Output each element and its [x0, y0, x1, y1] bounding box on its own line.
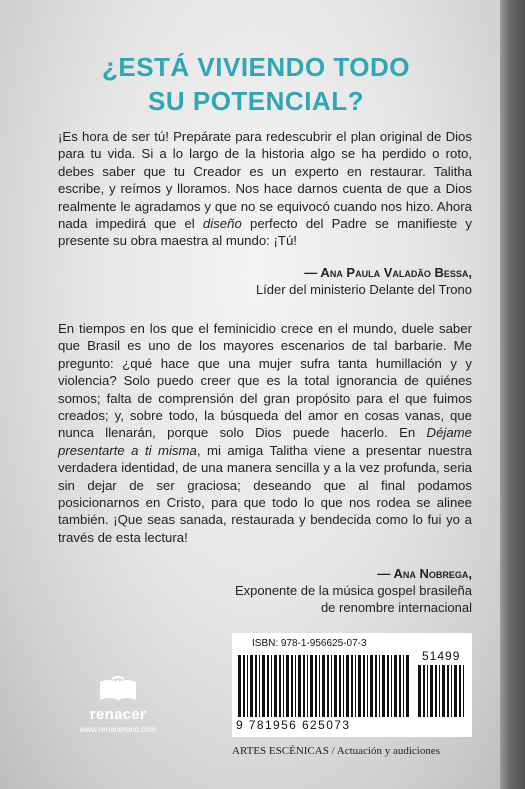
barcode-bar — [291, 655, 293, 717]
barcode-bar — [394, 655, 397, 717]
endorsement-2-role-line-2: de renombre internacional — [320, 600, 472, 615]
barcode-bar — [331, 655, 332, 717]
endorsement-2-attribution — [235, 565, 472, 616]
publisher-url: www.renaceruno.com — [79, 725, 157, 734]
endorsement-2-text — [58, 320, 472, 546]
barcode-bar — [303, 655, 305, 717]
barcode-bar — [267, 655, 269, 717]
endorsement-1-italic: diseño — [202, 216, 242, 232]
spine-edge — [500, 0, 525, 789]
barcode-bar — [334, 655, 337, 717]
barcode-bar — [367, 655, 368, 717]
barcode-bar — [451, 665, 452, 717]
barcode-bar — [399, 655, 401, 717]
barcode-bar — [274, 655, 277, 717]
barcode-bar — [343, 655, 344, 717]
barcode-bar — [310, 655, 313, 717]
barcode-bar — [327, 655, 329, 717]
barcode-bar — [283, 655, 284, 717]
barcode-bar — [355, 655, 356, 717]
endorsement-1-author: — Ana Paula Valadão Bessa, — [304, 265, 472, 280]
barcode-bar — [403, 655, 404, 717]
endorsement-1-text-part: perfecto del Padre se manifieste y presente su obra maestra al mundo: ¡Tú! — [58, 216, 472, 249]
barcode-bar — [454, 665, 457, 717]
barcode-bar — [286, 655, 289, 717]
price-code: 51499 — [422, 649, 461, 663]
barcode-bar — [315, 655, 317, 717]
barcode-bar — [247, 655, 248, 717]
barcode-bar — [279, 655, 281, 717]
headline-line-1: ¿ESTÁ VIVIENDO TODO — [101, 52, 411, 82]
headline-line-2: SU POTENCIAL? — [148, 86, 364, 116]
barcode-bar — [351, 655, 353, 717]
barcode-area — [232, 633, 472, 737]
publisher-name: renacer — [89, 706, 147, 723]
barcode-bar — [238, 655, 241, 717]
barcode-bar — [447, 665, 449, 717]
endorsement-1-attribution — [256, 264, 472, 298]
barcode-bar — [363, 655, 365, 717]
endorsement-1-text — [58, 128, 472, 250]
endorsement-2-author: — Ana Nobrega, — [377, 566, 472, 581]
barcode-bar — [423, 665, 425, 717]
barcode-bar — [391, 655, 392, 717]
barcode-bar — [387, 655, 389, 717]
barcode-bar — [459, 665, 461, 717]
barcode-bar — [358, 655, 361, 717]
headline — [0, 50, 512, 118]
barcode-bar — [250, 655, 253, 717]
barcode-bar — [262, 655, 265, 717]
price-barcode-bars — [418, 665, 466, 717]
barcode-bar — [346, 655, 349, 717]
barcode-bar — [322, 655, 325, 717]
barcode-bar — [375, 655, 377, 717]
barcode-bar — [298, 655, 301, 717]
endorsement-1-role: Líder del ministerio Delante del Trono — [255, 282, 472, 297]
barcode-bar — [339, 655, 341, 717]
barcode-bar — [439, 665, 440, 717]
barcode-bar — [406, 655, 409, 717]
barcode-bar — [295, 655, 296, 717]
open-book-icon — [98, 676, 138, 702]
barcode-bar — [370, 655, 373, 717]
barcode-bar — [259, 655, 260, 717]
endorsement-2-role-line-1: Exponente de la música gospel brasileña — [234, 583, 472, 598]
endorsement-2-italic: Déjame presentarte a ti misma — [58, 425, 472, 458]
endorsement-1-text-part: ¡Es hora de ser tú! Prepárate para redescubrir el plan original de Dios para tu vida. Si a lo largo de la historia algo se ha perdido o roto, debes saber que tu Creador es un experto en restaurar. Talitha escribe, y reímos y lloramos. Nos hace darnos cuenta de que a Dios realmente le agradamos y que no se equivocó cuando nos hizo. Ahora nada impedirá que el — [58, 129, 472, 232]
book-category: ARTES ESCÉNICAS / Actuación y audiciones — [232, 745, 441, 757]
barcode-bar — [382, 655, 385, 717]
barcode-bar — [319, 655, 320, 717]
barcode-bar — [442, 665, 445, 717]
barcode-bars — [238, 655, 410, 717]
barcode-bar — [243, 655, 245, 717]
barcode-bar — [271, 655, 272, 717]
endorsement-2-text-part: En tiempos en los que el feminicidio crece en el mundo, duele saber que Brasil es uno de los mayores escenarios de tal barbarie. Me pregunto: ¿qué hace que una mujer sufra tanta humillación y y violencia? Solo puedo creer que es la total ignorancia de quiénes somos; falta de comprensión del gran propósito para el que fuimos creados; y, sobre todo, la búsqueda del amor en cosas vanas, que nunca llenarán, porque solo Dios puede hacerlo. En — [58, 321, 472, 441]
barcode-bar — [418, 665, 421, 717]
barcode-bar — [435, 665, 437, 717]
barcode-bar — [463, 665, 464, 717]
barcode-digits: 9 781956 625073 — [236, 718, 351, 732]
barcode-bar — [379, 655, 380, 717]
endorsement-2-text-part: , mi amiga Talitha viene a presentar nuestra verdadera identidad, de una manera sencilla y a la vez profunda, seria sin dejar de ser graciosa; deseando que al final podamos posicionarnos en Cristo, para que todo lo que nos rodea se alinee también. ¡Que seas sanada, restaurada y bendecida como lo fui yo a través de esta lectura! — [58, 442, 472, 545]
barcode-bar — [430, 665, 433, 717]
publisher-logo — [68, 676, 168, 734]
isbn-label: ISBN: 978-1-956625-07-3 — [252, 638, 367, 649]
barcode-bar — [427, 665, 428, 717]
barcode-bar — [307, 655, 308, 717]
barcode-bar — [255, 655, 257, 717]
